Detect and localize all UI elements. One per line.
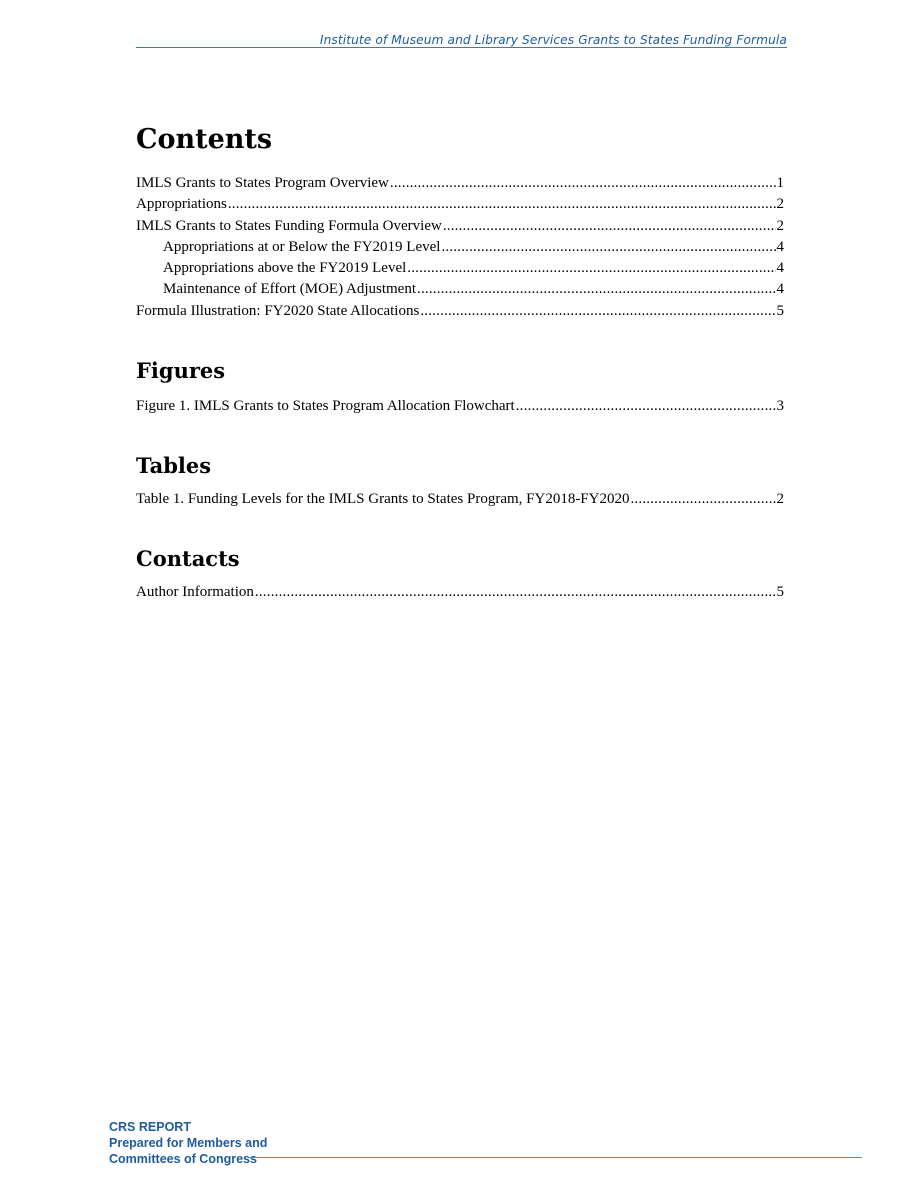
toc-entry-label: Appropriations at or Below the FY2019 Level <box>163 238 441 255</box>
leader-dots <box>255 582 776 603</box>
toc-entry[interactable] <box>136 301 784 322</box>
toc-entry[interactable] <box>136 194 784 215</box>
figures-list <box>136 396 784 417</box>
footer-committees: Committees of Congress <box>109 1152 257 1166</box>
toc-entry-page: 4 <box>776 281 784 298</box>
toc-subentry[interactable] <box>136 237 784 258</box>
footer-prepared-for: Prepared for Members and <box>109 1136 268 1150</box>
contents-heading: Contents <box>136 124 273 155</box>
toc-entry-page: 1 <box>776 175 784 191</box>
figures-heading: Figures <box>136 358 226 383</box>
toc-entry-page: 2 <box>776 196 784 213</box>
leader-dots <box>441 237 775 258</box>
toc-entry[interactable] <box>136 216 784 237</box>
footer-crs-report: CRS REPORT <box>109 1120 191 1134</box>
toc-entry-page: 4 <box>776 238 784 255</box>
leader-dots <box>420 301 775 322</box>
tables-heading: Tables <box>136 453 212 478</box>
toc-entry-label: Formula Illustration: FY2020 State Allocations <box>136 302 420 319</box>
contacts-list <box>136 582 784 603</box>
running-header: Institute of Museum and Library Services Grants to States Funding Formula <box>319 33 787 47</box>
crs-report-logo <box>109 1119 267 1167</box>
toc-entry-page: 3 <box>776 398 784 414</box>
contents-list <box>136 173 784 322</box>
leader-dots <box>630 489 775 510</box>
toc-entry[interactable] <box>136 396 784 417</box>
toc-entry[interactable] <box>136 582 784 603</box>
leader-dots <box>228 194 776 215</box>
toc-entry-label: Table 1. Funding Levels for the IMLS Grants to States Program, FY2018-FY2020 <box>136 491 630 507</box>
leader-dots <box>390 173 776 194</box>
toc-entry-page: 2 <box>776 217 784 234</box>
toc-entry-page: 5 <box>776 584 784 600</box>
toc-entry-page: 2 <box>776 491 784 507</box>
tables-list <box>136 489 784 510</box>
toc-entry-page: 4 <box>776 260 784 277</box>
leader-dots <box>443 216 776 237</box>
toc-entry-label: Appropriations <box>136 196 227 213</box>
toc-subentry[interactable] <box>136 258 784 279</box>
toc-entry-label: IMLS Grants to States Program Overview <box>136 175 389 191</box>
toc-entry[interactable] <box>136 173 784 194</box>
leader-dots <box>516 396 776 417</box>
contacts-heading: Contacts <box>136 546 240 571</box>
leader-dots <box>417 279 776 300</box>
toc-entry-label: Maintenance of Effort (MOE) Adjustment <box>163 281 416 298</box>
footer-rule <box>249 1157 862 1158</box>
toc-entry[interactable] <box>136 489 784 510</box>
header-rule <box>136 47 787 48</box>
leader-dots <box>407 258 775 279</box>
toc-entry-page: 5 <box>776 302 784 319</box>
toc-entry-label: Figure 1. IMLS Grants to States Program Allocation Flowchart <box>136 398 515 414</box>
toc-entry-label: Appropriations above the FY2019 Level <box>163 260 407 277</box>
toc-subentry[interactable] <box>136 279 784 300</box>
toc-entry-label: Author Information <box>136 584 254 600</box>
toc-entry-label: IMLS Grants to States Funding Formula Overview <box>136 217 442 234</box>
